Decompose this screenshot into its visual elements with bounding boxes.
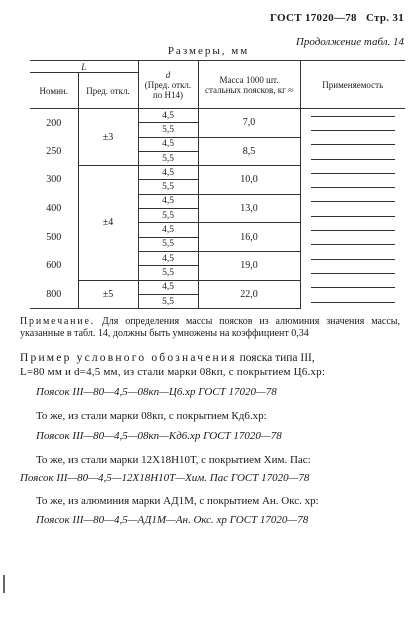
- cell-applicability: [300, 109, 405, 123]
- header-d-line2: (Пред. откл.: [144, 79, 192, 90]
- cell-d: 5,5: [138, 209, 198, 223]
- applicability-blank-line: [311, 258, 395, 260]
- applicability-blank-line: [311, 186, 395, 188]
- example-para3: То же, из стали марки 12Х18Н10Т, с покрытием Хим. Пас:: [36, 454, 311, 466]
- cell-applicability: [300, 237, 405, 251]
- cell-d: 5,5: [138, 266, 198, 280]
- applicability-blank-line: [311, 286, 395, 288]
- standard-number: ГОСТ 17020—78: [270, 12, 357, 24]
- table-row: [30, 166, 405, 180]
- applicability-blank-line: [311, 301, 395, 303]
- cell-d: 4,5: [138, 109, 198, 123]
- header-nominal: Номин.: [30, 73, 78, 109]
- cell-applicability: [300, 209, 405, 223]
- cell-d: 5,5: [138, 123, 198, 137]
- cell-mass: 16,0: [198, 223, 300, 252]
- applicability-blank-line: [311, 229, 395, 231]
- cell-nominal: 200: [30, 109, 78, 138]
- cell-mass: 13,0: [198, 194, 300, 223]
- cell-d: 4,5: [138, 251, 198, 265]
- applicability-blank-line: [311, 200, 395, 202]
- designation-4: Поясок III—80—4,5—АД1М—Ан. Окс. хр ГОСТ 17020—78: [36, 514, 309, 526]
- cell-applicability: [300, 294, 405, 308]
- cell-nominal: 300: [30, 166, 78, 195]
- cell-d: 5,5: [138, 237, 198, 251]
- cell-applicability: [300, 123, 405, 137]
- cell-applicability: [300, 151, 405, 165]
- designation-3: Поясок III—80—4,5—12Х18Н10Т—Хим. Пас ГОСТ 17020—78: [20, 472, 310, 484]
- applicability-blank-line: [311, 243, 395, 245]
- cell-mass: 7,0: [198, 109, 300, 138]
- applicability-blank-line: [311, 143, 395, 145]
- scan-edge-mark: [3, 575, 5, 593]
- cell-applicability: [300, 194, 405, 208]
- example-heading-rest: пояска типа III,: [239, 352, 315, 364]
- header-deviation: Пред. откл.: [78, 73, 138, 109]
- cell-applicability: [300, 266, 405, 280]
- dimensions-table: [30, 60, 405, 309]
- applicability-blank-line: [311, 272, 395, 274]
- table-note: [20, 316, 400, 340]
- example-line2: L=80 мм и d=4,5 мм, из стали марки 08кп, с покрытием Ц6.хр:: [20, 366, 326, 378]
- table-body: [30, 109, 405, 309]
- cell-applicability: [300, 137, 405, 151]
- cell-mass: 10,0: [198, 166, 300, 195]
- header-mass-line1: Масса 1000 шт.: [219, 74, 279, 85]
- cell-deviation: ±3: [78, 109, 138, 166]
- cell-d: 4,5: [138, 194, 198, 208]
- applicability-blank-line: [311, 158, 395, 160]
- header-L: L: [30, 61, 138, 73]
- cell-applicability: [300, 223, 405, 237]
- page-number: Стр. 31: [365, 12, 404, 24]
- cell-deviation: ±4: [78, 166, 138, 280]
- cell-applicability: [300, 251, 405, 265]
- cell-nominal: 500: [30, 223, 78, 252]
- note-label: Примечание.: [20, 316, 96, 327]
- table-title: Размеры, мм: [167, 45, 250, 57]
- header-mass: [198, 61, 300, 109]
- table-row: [30, 280, 405, 294]
- header-mass-line2: стальных поясков, кг ≈: [204, 84, 294, 95]
- table-row: [30, 109, 405, 123]
- header-d-line3: по Н14): [152, 89, 184, 100]
- cell-deviation: ±5: [78, 280, 138, 309]
- header-d: [138, 61, 198, 109]
- cell-d: 5,5: [138, 180, 198, 194]
- applicability-blank-line: [311, 172, 395, 174]
- header-d-symbol: d: [165, 69, 171, 80]
- designation-2: Поясок III—80—4,5—08кп—Кд6.хр ГОСТ 17020—78: [36, 430, 282, 442]
- cell-nominal: 250: [30, 137, 78, 166]
- example-heading-spaced: Пример условного обозначения: [20, 352, 237, 364]
- cell-applicability: [300, 280, 405, 294]
- cell-d: 4,5: [138, 280, 198, 294]
- cell-mass: 19,0: [198, 251, 300, 280]
- designation-1: Поясок III—80—4,5—08кп—Ц6.хр ГОСТ 17020—78: [36, 386, 277, 398]
- cell-nominal: 800: [30, 280, 78, 309]
- applicability-blank-line: [311, 215, 395, 217]
- example-heading: [20, 352, 315, 364]
- cell-d: 5,5: [138, 151, 198, 165]
- cell-applicability: [300, 166, 405, 180]
- cell-d: 4,5: [138, 137, 198, 151]
- page-header: [238, 12, 404, 24]
- example-para4: То же, из алюминия марки АД1М, с покрытием Ан. Окс. хр:: [36, 495, 319, 507]
- table-continuation-label: Продолжение табл. 14: [295, 36, 404, 48]
- cell-d: 5,5: [138, 294, 198, 308]
- applicability-blank-line: [311, 115, 395, 117]
- cell-nominal: 600: [30, 251, 78, 280]
- cell-applicability: [300, 180, 405, 194]
- example-para2: То же, из стали марки 08кп, с покрытием Кд6.хр:: [36, 410, 267, 422]
- cell-d: 4,5: [138, 223, 198, 237]
- cell-d: 4,5: [138, 166, 198, 180]
- note-text: Для определения массы поясков из алюминия значения массы, указанные в табл. 14, должны быть умножены на коэффициент 0,34: [20, 316, 401, 339]
- cell-mass: 22,0: [198, 280, 300, 309]
- header-applicability: Применяемость: [300, 61, 405, 109]
- applicability-blank-line: [311, 129, 395, 131]
- cell-nominal: 400: [30, 194, 78, 223]
- cell-mass: 8,5: [198, 137, 300, 166]
